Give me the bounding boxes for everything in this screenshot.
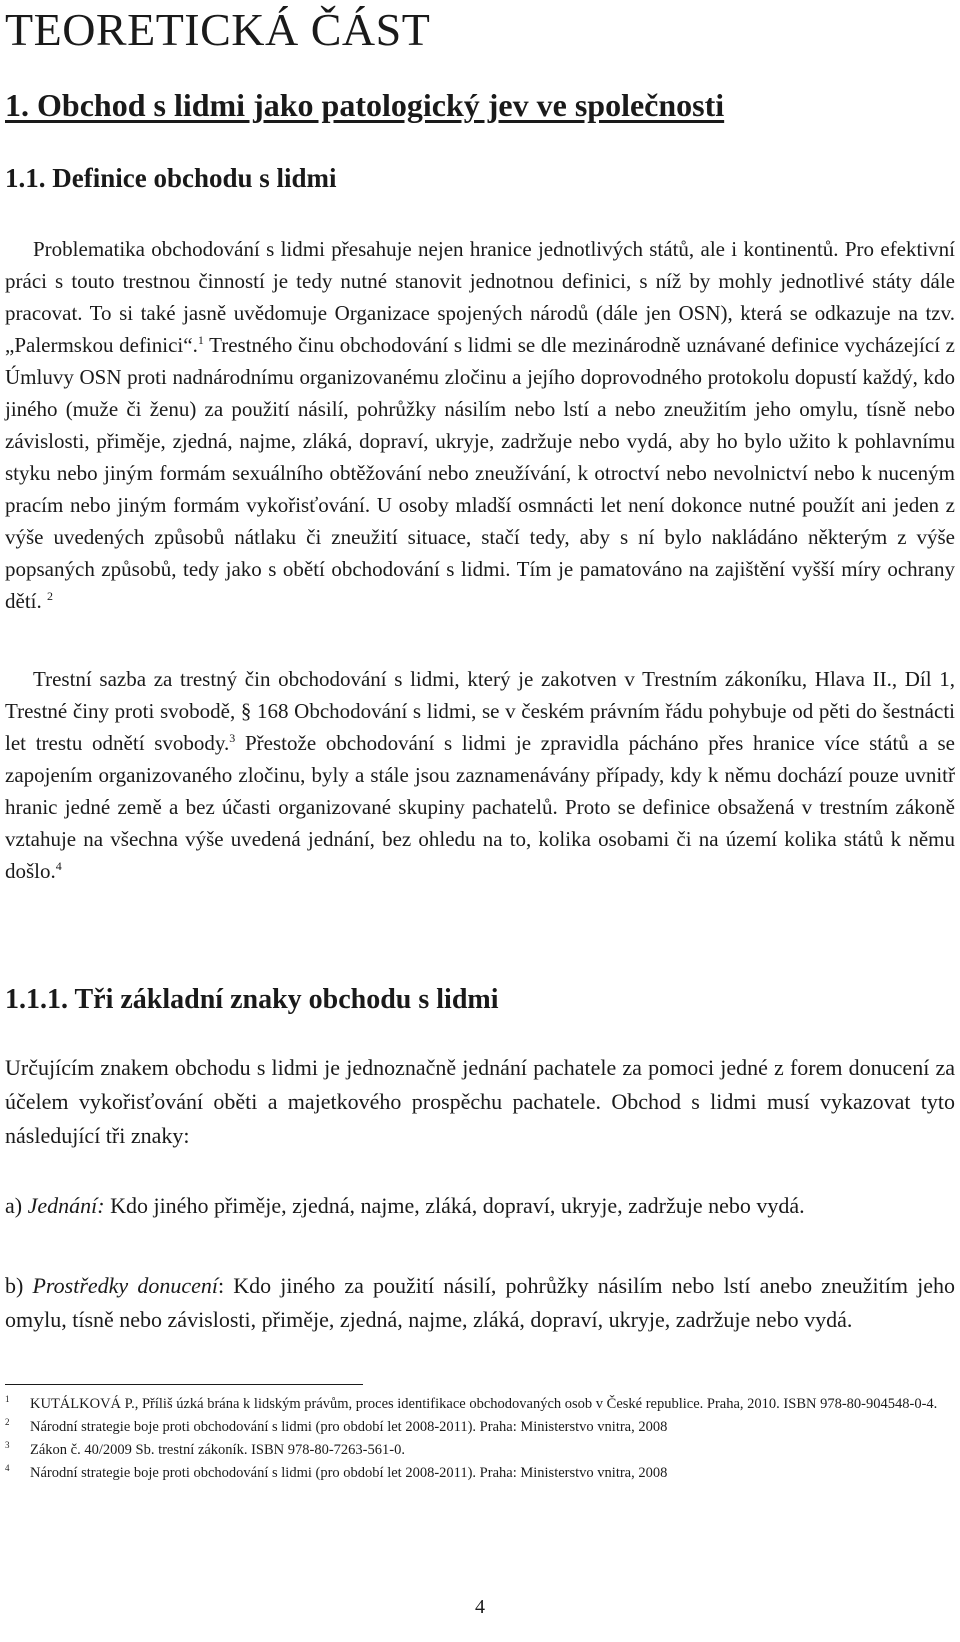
list-item-term: Prostředky donucení bbox=[32, 1273, 218, 1298]
paragraph-penalty bbox=[5, 663, 955, 887]
footnote-number: 4 bbox=[5, 1463, 10, 1473]
paragraph-text: Problematika obchodování s lidmi přesahuje nejen hranice jednotlivých států, ale i kontinentů. Pro efektivní práci s touto trestnou činností je tedy nutné stanovit jednotnou definici, s níž by mohly jednotlivé státy dále pracovat. To si také jasně uvědomuje Organizace spojených národů (dále jen OSN), která se odkazuje na tzv. „Palermskou definici“. bbox=[5, 237, 955, 357]
list-item-prefix: b) bbox=[5, 1273, 33, 1298]
footnote-ref-3: 3 bbox=[229, 731, 236, 745]
footnote-text: KUTÁLKOVÁ P., Příliš úzká brána k lidským právům, proces identifikace obchodovaných osob v České republice. Praha, 2010. ISBN 978-80-904548-0-4. bbox=[30, 1396, 938, 1412]
list-item-text: Kdo jiného přiměje, zjedná, najme, zláká, dopraví, ukryje, zadržuje nebo vydá. bbox=[104, 1193, 805, 1218]
section-heading: 1.1. Definice obchodu s lidmi bbox=[5, 163, 337, 193]
footnote-text: Národní strategie boje proti obchodování s lidmi (pro období let 2008-2011). Praha: Ministerstvo vnitra, 2008 bbox=[30, 1465, 668, 1481]
footnote-text: Národní strategie boje proti obchodování s lidmi (pro období let 2008-2011). Praha: Ministerstvo vnitra, 2008 bbox=[30, 1419, 668, 1435]
footnote bbox=[5, 1393, 955, 1416]
page-number: 4 bbox=[475, 1596, 485, 1618]
subsection-heading: 1.1.1. Tři základní znaky obchodu s lidmi bbox=[5, 984, 499, 1015]
list-item-term: Jednání: bbox=[27, 1193, 105, 1218]
paragraph-three-signs: Určujícím znakem obchodu s lidmi je jednoznačně jednání pachatele za pomoci jedné z forem donucení za účelem vykořisťování oběti a majetkového prospěchu pachatele. Obchod s lidmi musí vykazovat tyto následující tři znaky: bbox=[5, 1055, 955, 1148]
footnote bbox=[5, 1462, 955, 1485]
footnote-text: Zákon č. 40/2009 Sb. trestní zákoník. ISBN 978-80-7263-561-0. bbox=[30, 1442, 405, 1458]
footnote bbox=[5, 1416, 955, 1439]
footnote-ref-4: 4 bbox=[55, 859, 62, 873]
list-item-prefix: a) bbox=[5, 1193, 28, 1218]
paragraph-text: Přestože obchodování s lidmi je zpravidla pácháno přes hranice více států a se zapojením organizovaného zločinu, byly a stále jsou zaznamenávány případy, kdy k němu dochází pouze uvnitř hranic jedné země a bez účasti organizované skupiny pachatelů. Proto se definice obsažená v trestním zákoně vztahuje na všechna výše uvedená jednání, bez ohledu na to, kolika osobami či na území kolika států k němu došlo. bbox=[5, 731, 955, 883]
part-title: TEORETICKÁ ČÁST bbox=[5, 4, 431, 55]
footnotes bbox=[5, 1393, 955, 1485]
footnote-ref-2: 2 bbox=[47, 589, 53, 603]
footnote bbox=[5, 1439, 955, 1462]
footnote-divider bbox=[5, 1384, 363, 1385]
footnote-ref-1: 1 bbox=[197, 333, 204, 347]
footnote-number: 3 bbox=[5, 1440, 10, 1450]
list-item-a bbox=[5, 1189, 955, 1223]
footnote-number: 1 bbox=[5, 1394, 10, 1404]
paragraph-definition bbox=[5, 233, 955, 617]
list-item-text: : Kdo jiného za použití násilí, pohrůžky násilím nebo lstí anebo zneužitím jeho omylu, tísně nebo závislosti, přiměje, zjedná, najme, zláká, dopraví, ukryje, zadržuje nebo vydá. bbox=[5, 1273, 956, 1332]
footnote-number: 2 bbox=[5, 1417, 10, 1427]
paragraph-text: Trestní sazba za trestný čin obchodování s lidmi, který je zakotven v Trestním zákoníku, Hlava II., Díl 1, Trestné činy proti svobodě, § 168 Obchodování s lidmi, se v českém právním řádu pohybuje od pěti do šestnácti let trestu odnětí svobody. bbox=[5, 667, 955, 755]
chapter-heading: 1. Obchod s lidmi jako patologický jev ve společnosti bbox=[5, 87, 725, 123]
paragraph-text: Trestného činu obchodování s lidmi se dle mezinárodně uznávané definice vycházející z Úmluvy OSN proti nadnárodnímu organizovanému zločinu a jejího doprovodného protokolu dopustí každý, kdo jiného (muže či ženu) za použití násilí, pohrůžky násilím nebo lstí a nebo zneužitím jeho omylu, tísně nebo závislosti, přiměje, zjedná, najme, zláká, dopraví, ukryje, zadržuje nebo vydá, aby ho bylo užito k pohlavnímu styku nebo jiným formám sexuálního obtěžování nebo zneužívání, k otroctví nebo nevolnictví nebo k nuceným pracím nebo jiným formám vykořisťování. U osoby mladší osmnácti let není dokonce nutné použít ani jeden z výše uvedených způsobů nátlaku či zneužití situace, stačí tedy, aby s ní bylo nakládáno některým z výše popsaných způsobů, tedy jako s obětí obchodování s lidmi. Tím je pamatováno na zajištění vyšší míry ochrany dětí. bbox=[5, 333, 955, 613]
list-item-b bbox=[5, 1269, 955, 1337]
